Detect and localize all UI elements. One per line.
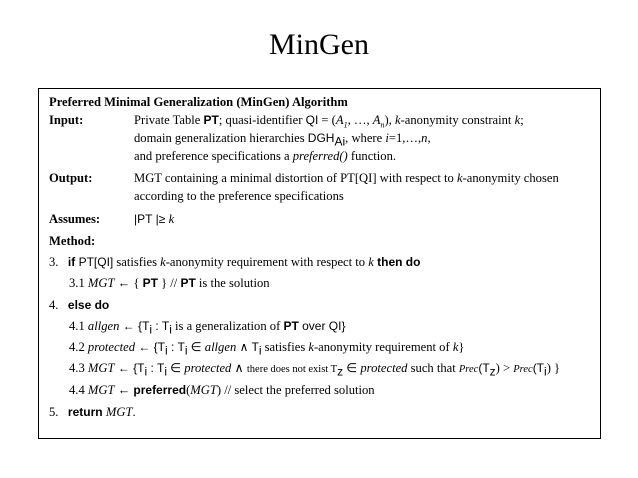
algorithm-heading: Preferred Minimal Generalization (MinGen) Algorithm [49, 95, 348, 109]
assumes-label: Assumes: [49, 212, 101, 226]
input-label: Input: [49, 113, 84, 127]
step-4-1: 4.1 allgen ← {$T_i$ : $T_i$ is a generalization of PT over QI} [69, 319, 346, 337]
input-line-1: Private Table PT; quasi-identifier QI = ($A_1$, …, $A_n$), k-anonymity constraint k; [134, 113, 524, 130]
step-4-3: 4.3 MGT ← {$T_i$ : $T_i$ ∈ protected ∧ there does not exist $T_z$ ∈ protected such that $Prec(T_z)$ > $Prec(T_i)$ } [69, 361, 561, 379]
output-line-2: according to the preference specifications [134, 189, 344, 203]
method-label: Method: [49, 234, 96, 248]
output-label: Output: [49, 171, 93, 185]
algorithm-box [38, 88, 601, 439]
step-4-2: 4.2 protected ← {$T_i$ : $T_i$ ∈ allgen ∧ $T_i$ satisfies k-anonymity requirement of k} [69, 340, 465, 358]
output-line-1: MGT containing a minimal distortion of PT[QI] with respect to k-anonymity chosen [134, 171, 559, 185]
step-3-1: 3.1 MGT ← { PT } // PT is the solution [69, 276, 270, 290]
slide-title: MinGen [269, 28, 369, 61]
step-4-4: 4.4 MGT ← preferred(MGT) // select the preferred solution [69, 383, 375, 397]
input-line-3: and preference specifications a preferred() function. [134, 149, 397, 163]
step-4: 4. else do [49, 298, 110, 312]
step-5: 5. return MGT. [49, 405, 136, 419]
input-line-2: domain generalization hierarchies $DGH_{Ai}$, where i=1,…,n, [134, 131, 431, 149]
step-3: 3. if PT[QI] satisfies k-anonymity requirement with respect to k then do [49, 255, 421, 269]
assumes-text: |PT |≥ k [134, 212, 175, 226]
